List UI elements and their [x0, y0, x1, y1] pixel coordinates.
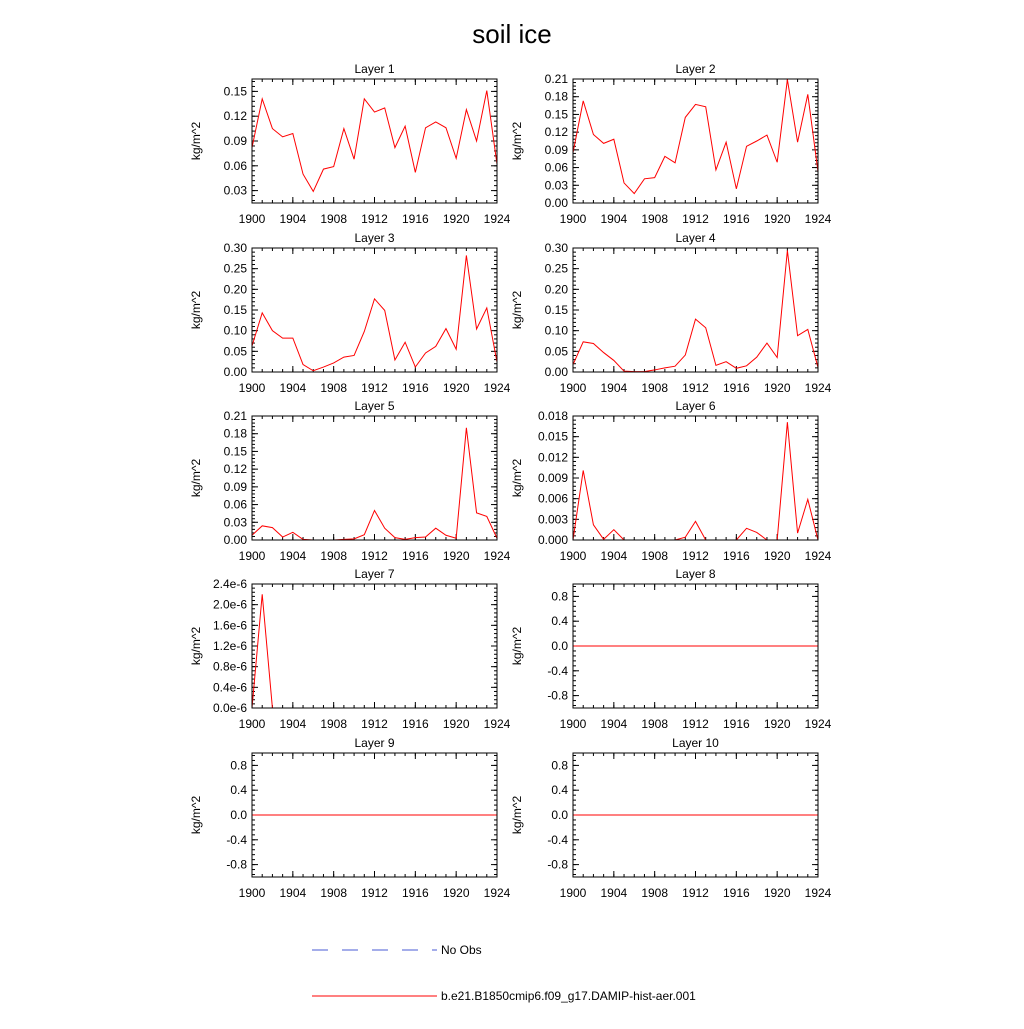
y-tick-label: 0.006	[537, 491, 568, 506]
x-tick-label: 1904	[600, 212, 628, 226]
y-axis-label: kg/m^2	[189, 626, 203, 666]
x-tick-label: 1912	[361, 549, 388, 563]
y-tick-label: 0.10	[223, 323, 247, 338]
panel-title: Layer 7	[354, 567, 395, 581]
y-tick-label: 0.012	[537, 450, 568, 465]
series-line	[252, 91, 497, 192]
x-tick-label: 1900	[559, 549, 587, 563]
x-tick-label: 1920	[442, 212, 470, 226]
x-tick-label: 1904	[279, 717, 307, 731]
x-tick-label: 1908	[320, 886, 348, 900]
y-tick-label: 0.8e-6	[212, 659, 247, 674]
y-tick-label: 0.18	[544, 89, 568, 104]
panel-layer-5	[189, 399, 511, 563]
x-tick-label: 1920	[763, 717, 791, 731]
x-tick-label: 1924	[804, 549, 832, 563]
x-tick-label: 1920	[442, 381, 470, 395]
y-tick-label: 0.25	[223, 261, 247, 276]
x-tick-label: 1920	[442, 886, 470, 900]
panel-layer-6	[510, 399, 832, 563]
series-line	[573, 250, 818, 371]
y-tick-label: 0.05	[223, 344, 247, 359]
y-axis-label: kg/m^2	[189, 458, 203, 498]
x-tick-label: 1908	[641, 886, 669, 900]
x-tick-label: 1916	[401, 549, 429, 563]
y-axis-label: kg/m^2	[510, 290, 524, 330]
y-tick-label: 0.10	[544, 323, 568, 338]
panel-title: Layer 9	[354, 736, 395, 750]
plot-frame	[252, 584, 497, 708]
y-tick-label: 0.30	[544, 241, 568, 255]
y-tick-label: 0.4	[551, 614, 568, 629]
panel-title: Layer 2	[675, 62, 716, 76]
y-tick-label: 0.03	[223, 183, 247, 198]
y-tick-label: 1.2e-6	[212, 639, 247, 653]
y-tick-label: 0.20	[223, 282, 247, 297]
x-tick-label: 1904	[279, 381, 307, 395]
y-tick-label: -0.4	[226, 832, 247, 847]
y-tick-label: 0.018	[537, 409, 568, 423]
x-tick-label: 1916	[722, 212, 750, 226]
legend-model-label: b.e21.B1850cmip6.f09_g17.DAMIP-hist-aer.001	[441, 989, 696, 1003]
y-tick-label: -0.8	[226, 857, 247, 872]
x-tick-label: 1920	[442, 549, 470, 563]
y-tick-label: 0.12	[223, 109, 247, 124]
panel-layer-1	[189, 62, 511, 226]
x-tick-label: 1916	[401, 212, 429, 226]
y-tick-label: 0.0	[551, 808, 568, 822]
x-tick-label: 1920	[763, 212, 791, 226]
panel-title: Layer 5	[354, 399, 395, 413]
panel-title: Layer 3	[354, 231, 395, 245]
x-tick-label: 1904	[600, 381, 628, 395]
plot-frame	[252, 416, 497, 540]
panel-layer-3	[189, 231, 511, 395]
y-tick-label: 0.09	[223, 479, 247, 494]
x-tick-label: 1920	[763, 381, 791, 395]
x-tick-label: 1924	[804, 886, 832, 900]
y-tick-label: 0.06	[223, 158, 247, 173]
y-tick-label: 0.000	[537, 533, 568, 547]
y-axis-label: kg/m^2	[510, 458, 524, 498]
x-tick-label: 1904	[600, 886, 628, 900]
y-tick-label: 0.8	[551, 758, 568, 773]
y-tick-label: -0.4	[547, 832, 568, 847]
panels-group	[189, 62, 832, 900]
x-tick-label: 1920	[763, 549, 791, 563]
x-tick-label: 1908	[641, 717, 669, 731]
x-tick-label: 1916	[722, 549, 750, 563]
x-tick-label: 1900	[559, 381, 587, 395]
x-tick-label: 1912	[361, 212, 388, 226]
y-tick-label: 0.00	[544, 196, 568, 210]
y-tick-label: 0.05	[544, 344, 568, 359]
series-line	[252, 255, 497, 370]
y-tick-label: 0.15	[223, 84, 247, 99]
y-tick-label: 0.06	[223, 497, 247, 512]
y-tick-label: 0.8	[230, 758, 247, 773]
x-tick-label: 1908	[320, 549, 348, 563]
y-axis-label: kg/m^2	[510, 795, 524, 835]
legend-obs-label: No Obs	[441, 943, 482, 957]
y-tick-label: 0.009	[537, 471, 568, 485]
y-tick-label: 0.0	[230, 808, 247, 822]
x-tick-label: 1900	[238, 549, 266, 563]
y-tick-label: 2.0e-6	[212, 597, 247, 612]
x-tick-label: 1908	[320, 717, 348, 731]
x-tick-label: 1900	[238, 381, 266, 395]
x-tick-label: 1916	[401, 717, 429, 731]
x-tick-label: 1916	[722, 886, 750, 900]
x-tick-label: 1912	[682, 212, 709, 226]
y-tick-label: 0.4	[551, 783, 568, 798]
y-tick-label: 0.003	[537, 512, 568, 527]
panel-layer-8	[510, 567, 832, 731]
y-axis-label: kg/m^2	[510, 626, 524, 666]
y-tick-label: -0.4	[547, 663, 568, 678]
x-tick-label: 1924	[804, 717, 832, 731]
series-line	[573, 80, 818, 194]
x-tick-label: 1924	[483, 212, 511, 226]
y-tick-label: 0.015	[537, 429, 568, 444]
y-tick-label: 0.0e-6	[212, 701, 247, 715]
panel-title: Layer 10	[672, 736, 719, 750]
x-tick-label: 1900	[559, 886, 587, 900]
x-tick-label: 1904	[279, 549, 307, 563]
y-tick-label: 1.6e-6	[212, 618, 247, 633]
y-axis-label: kg/m^2	[189, 121, 203, 161]
y-tick-label: 0.21	[223, 409, 247, 423]
y-tick-label: 0.03	[544, 178, 568, 193]
x-tick-label: 1916	[401, 886, 429, 900]
x-tick-label: 1904	[279, 886, 307, 900]
x-tick-label: 1916	[722, 381, 750, 395]
x-tick-label: 1920	[442, 717, 470, 731]
x-tick-label: 1916	[722, 717, 750, 731]
x-tick-label: 1904	[279, 212, 307, 226]
x-tick-label: 1900	[559, 717, 587, 731]
panel-title: Layer 4	[675, 231, 716, 245]
figure-title: soil ice	[472, 19, 552, 49]
x-tick-label: 1912	[682, 886, 709, 900]
x-tick-label: 1900	[238, 717, 266, 731]
series-line	[573, 422, 818, 540]
panel-title: Layer 1	[354, 62, 395, 76]
y-tick-label: 0.0	[551, 639, 568, 653]
y-tick-label: 0.25	[544, 261, 568, 276]
y-tick-label: 0.00	[223, 365, 247, 379]
x-tick-label: 1912	[682, 381, 709, 395]
y-tick-label: 0.03	[223, 515, 247, 530]
x-tick-label: 1912	[361, 717, 388, 731]
panel-layer-4	[510, 231, 832, 395]
series-line	[252, 428, 497, 540]
y-tick-label: 0.20	[544, 282, 568, 297]
y-tick-label: 0.00	[544, 365, 568, 379]
y-axis-label: kg/m^2	[510, 121, 524, 161]
x-tick-label: 1908	[641, 212, 669, 226]
series-line	[252, 594, 497, 708]
x-tick-label: 1900	[238, 212, 266, 226]
x-tick-label: 1924	[483, 886, 511, 900]
panel-title: Layer 6	[675, 399, 716, 413]
y-axis-label: kg/m^2	[189, 795, 203, 835]
y-tick-label: 0.12	[544, 125, 568, 140]
y-tick-label: 0.21	[544, 72, 568, 86]
y-tick-label: 2.4e-6	[212, 577, 247, 591]
x-tick-label: 1904	[600, 717, 628, 731]
x-tick-label: 1908	[320, 381, 348, 395]
y-tick-label: 0.8	[551, 589, 568, 604]
y-tick-label: 0.06	[544, 160, 568, 175]
x-tick-label: 1924	[804, 212, 832, 226]
x-tick-label: 1924	[804, 381, 832, 395]
y-tick-label: 0.12	[223, 462, 247, 477]
panel-layer-2	[510, 62, 832, 226]
x-tick-label: 1908	[641, 549, 669, 563]
x-tick-label: 1900	[238, 886, 266, 900]
y-tick-label: 0.09	[223, 134, 247, 148]
x-tick-label: 1924	[483, 381, 511, 395]
x-tick-label: 1908	[641, 381, 669, 395]
y-tick-label: 0.4e-6	[212, 680, 247, 695]
x-tick-label: 1908	[320, 212, 348, 226]
x-tick-label: 1904	[600, 549, 628, 563]
x-tick-label: 1912	[361, 886, 388, 900]
legend	[312, 943, 696, 1003]
x-tick-label: 1912	[682, 549, 709, 563]
x-tick-label: 1924	[483, 549, 511, 563]
y-tick-label: -0.8	[547, 688, 568, 703]
y-tick-label: 0.30	[223, 241, 247, 255]
y-tick-label: 0.18	[223, 426, 247, 441]
panel-layer-10	[510, 736, 832, 900]
y-tick-label: 0.4	[230, 783, 247, 798]
x-tick-label: 1916	[401, 381, 429, 395]
y-axis-label: kg/m^2	[189, 290, 203, 330]
y-tick-label: 0.09	[544, 142, 568, 157]
x-tick-label: 1924	[483, 717, 511, 731]
x-tick-label: 1900	[559, 212, 587, 226]
panel-layer-7	[189, 567, 511, 731]
y-tick-label: 0.15	[223, 303, 247, 317]
y-tick-label: 0.15	[223, 444, 247, 459]
panel-layer-9	[189, 736, 511, 900]
y-tick-label: 0.15	[544, 303, 568, 317]
panel-title: Layer 8	[675, 567, 716, 581]
y-tick-label: 0.00	[223, 533, 247, 547]
y-tick-label: 0.15	[544, 107, 568, 122]
x-tick-label: 1912	[361, 381, 388, 395]
x-tick-label: 1920	[763, 886, 791, 900]
y-tick-label: -0.8	[547, 857, 568, 872]
x-tick-label: 1912	[682, 717, 709, 731]
